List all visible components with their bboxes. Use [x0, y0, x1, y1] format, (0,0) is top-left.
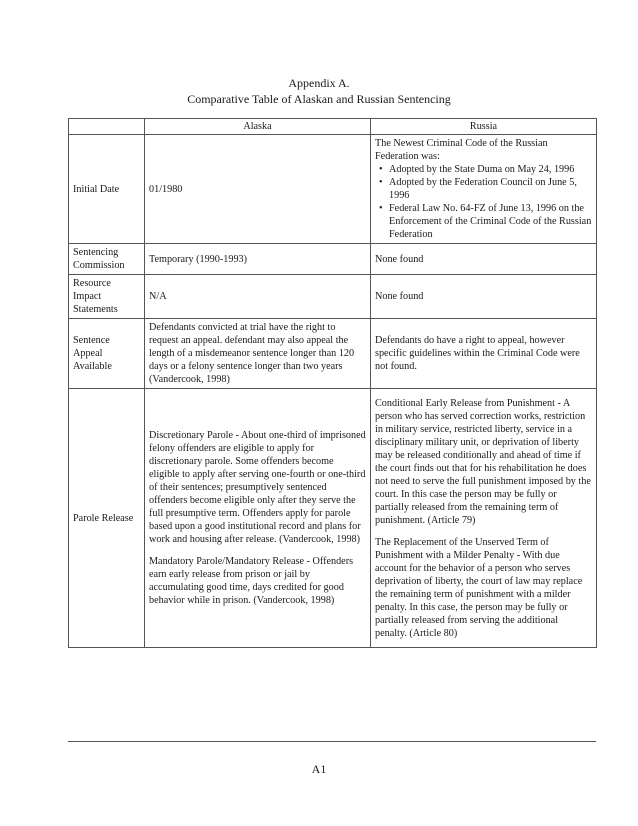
- table-row: [69, 275, 597, 319]
- alaska-resource-impact: N/A: [145, 275, 371, 319]
- row-label-sentence-appeal: Sentence Appeal Available: [69, 319, 145, 389]
- footer-divider: [68, 741, 596, 742]
- list-item: • Adopted by the State Duma on May 24, 1996: [389, 163, 592, 176]
- column-header-blank: [69, 119, 145, 135]
- russia-parole-release: [371, 389, 597, 648]
- table-row: [69, 135, 597, 244]
- column-header-russia: Russia: [371, 119, 597, 135]
- list-item: • Adopted by the Federation Council on June 5, 1996: [389, 176, 592, 202]
- russia-milder-penalty: The Replacement of the Unserved Term of Punishment with a Milder Penalty - With due account for the behavior of a person who serves deprivation of liberty, the court of law may replace the remaining term of punishment with a milder penalty. In this case, the person may be fully or partially released from serving the additional penalty. (Article 80): [375, 536, 583, 639]
- table-row: [69, 319, 597, 389]
- column-header-alaska: Alaska: [145, 119, 371, 135]
- row-label-initial-date: Initial Date: [69, 135, 145, 244]
- russia-sentence-appeal: Defendants do have a right to appeal, however specific guidelines within the Criminal Code were not found.: [371, 319, 597, 389]
- alaska-sentencing-commission: Temporary (1990-1993): [145, 244, 371, 275]
- row-label-parole-release: Parole Release: [69, 389, 145, 648]
- russia-conditional-release: Conditional Early Release from Punishment - A person who has served correction works, restriction in military service, restricted liberty, service in a disciplinary military unit, or deprivation of liberty may be released conditionally and ahead of time if the court finds out that for his rehabilitation he does not need to serve the full punishment imposed by the court. In this case the person may be fully or partially released from the remaining term of punishment. (Article 79): [375, 397, 591, 526]
- appendix-title: Appendix A.: [288, 76, 350, 90]
- table-header-row: [69, 119, 597, 135]
- alaska-mandatory-parole: Mandatory Parole/Mandatory Release - Offenders earn early release from prison or jail by accumulating good time, days credited for good behavior while in prison. (Vandercook, 1998): [149, 556, 354, 606]
- page-number: A1: [311, 762, 327, 776]
- table-caption: Comparative Table of Alaskan and Russian Sentencing: [187, 92, 451, 106]
- russia-adoption-list: [375, 163, 592, 241]
- row-label-resource-impact: Resource Impact Statements: [69, 275, 145, 319]
- alaska-discretionary-parole: Discretionary Parole - About one-third of imprisoned felony offenders are eligible to apply for discretionary parole. Some offenders become eligible to apply after serving one-fourth or one-third of their sentences; presumptively sentenced offenders become eligible only after they serve the full presumptive term. Offenders apply for parole based upon a good institutional record and plans for work and housing after release. (Vandercook, 1998): [149, 430, 366, 545]
- alaska-sentence-appeal: Defendants convicted at trial have the right to request an appeal. defendant may also appeal the length of a misdemeanor sentence longer than 120 days or a felony sentence longer than two years (Vandercook, 1998): [145, 319, 371, 389]
- list-item: • Federal Law No. 64-FZ of June 13, 1996 on the Enforcement of the Criminal Code of the Russian Federation: [389, 202, 592, 241]
- russia-initial-date: [371, 135, 597, 244]
- russia-code-intro: The Newest Criminal Code of the Russian Federation was:: [375, 138, 548, 162]
- russia-sentencing-commission: None found: [371, 244, 597, 275]
- alaska-parole-release: [145, 389, 371, 648]
- table-row: [69, 389, 597, 648]
- table-row: [69, 244, 597, 275]
- alaska-initial-date: 01/1980: [145, 135, 371, 244]
- comparison-table: [68, 118, 597, 648]
- russia-resource-impact: None found: [371, 275, 597, 319]
- row-label-sentencing-commission: Sentencing Commission: [69, 244, 145, 275]
